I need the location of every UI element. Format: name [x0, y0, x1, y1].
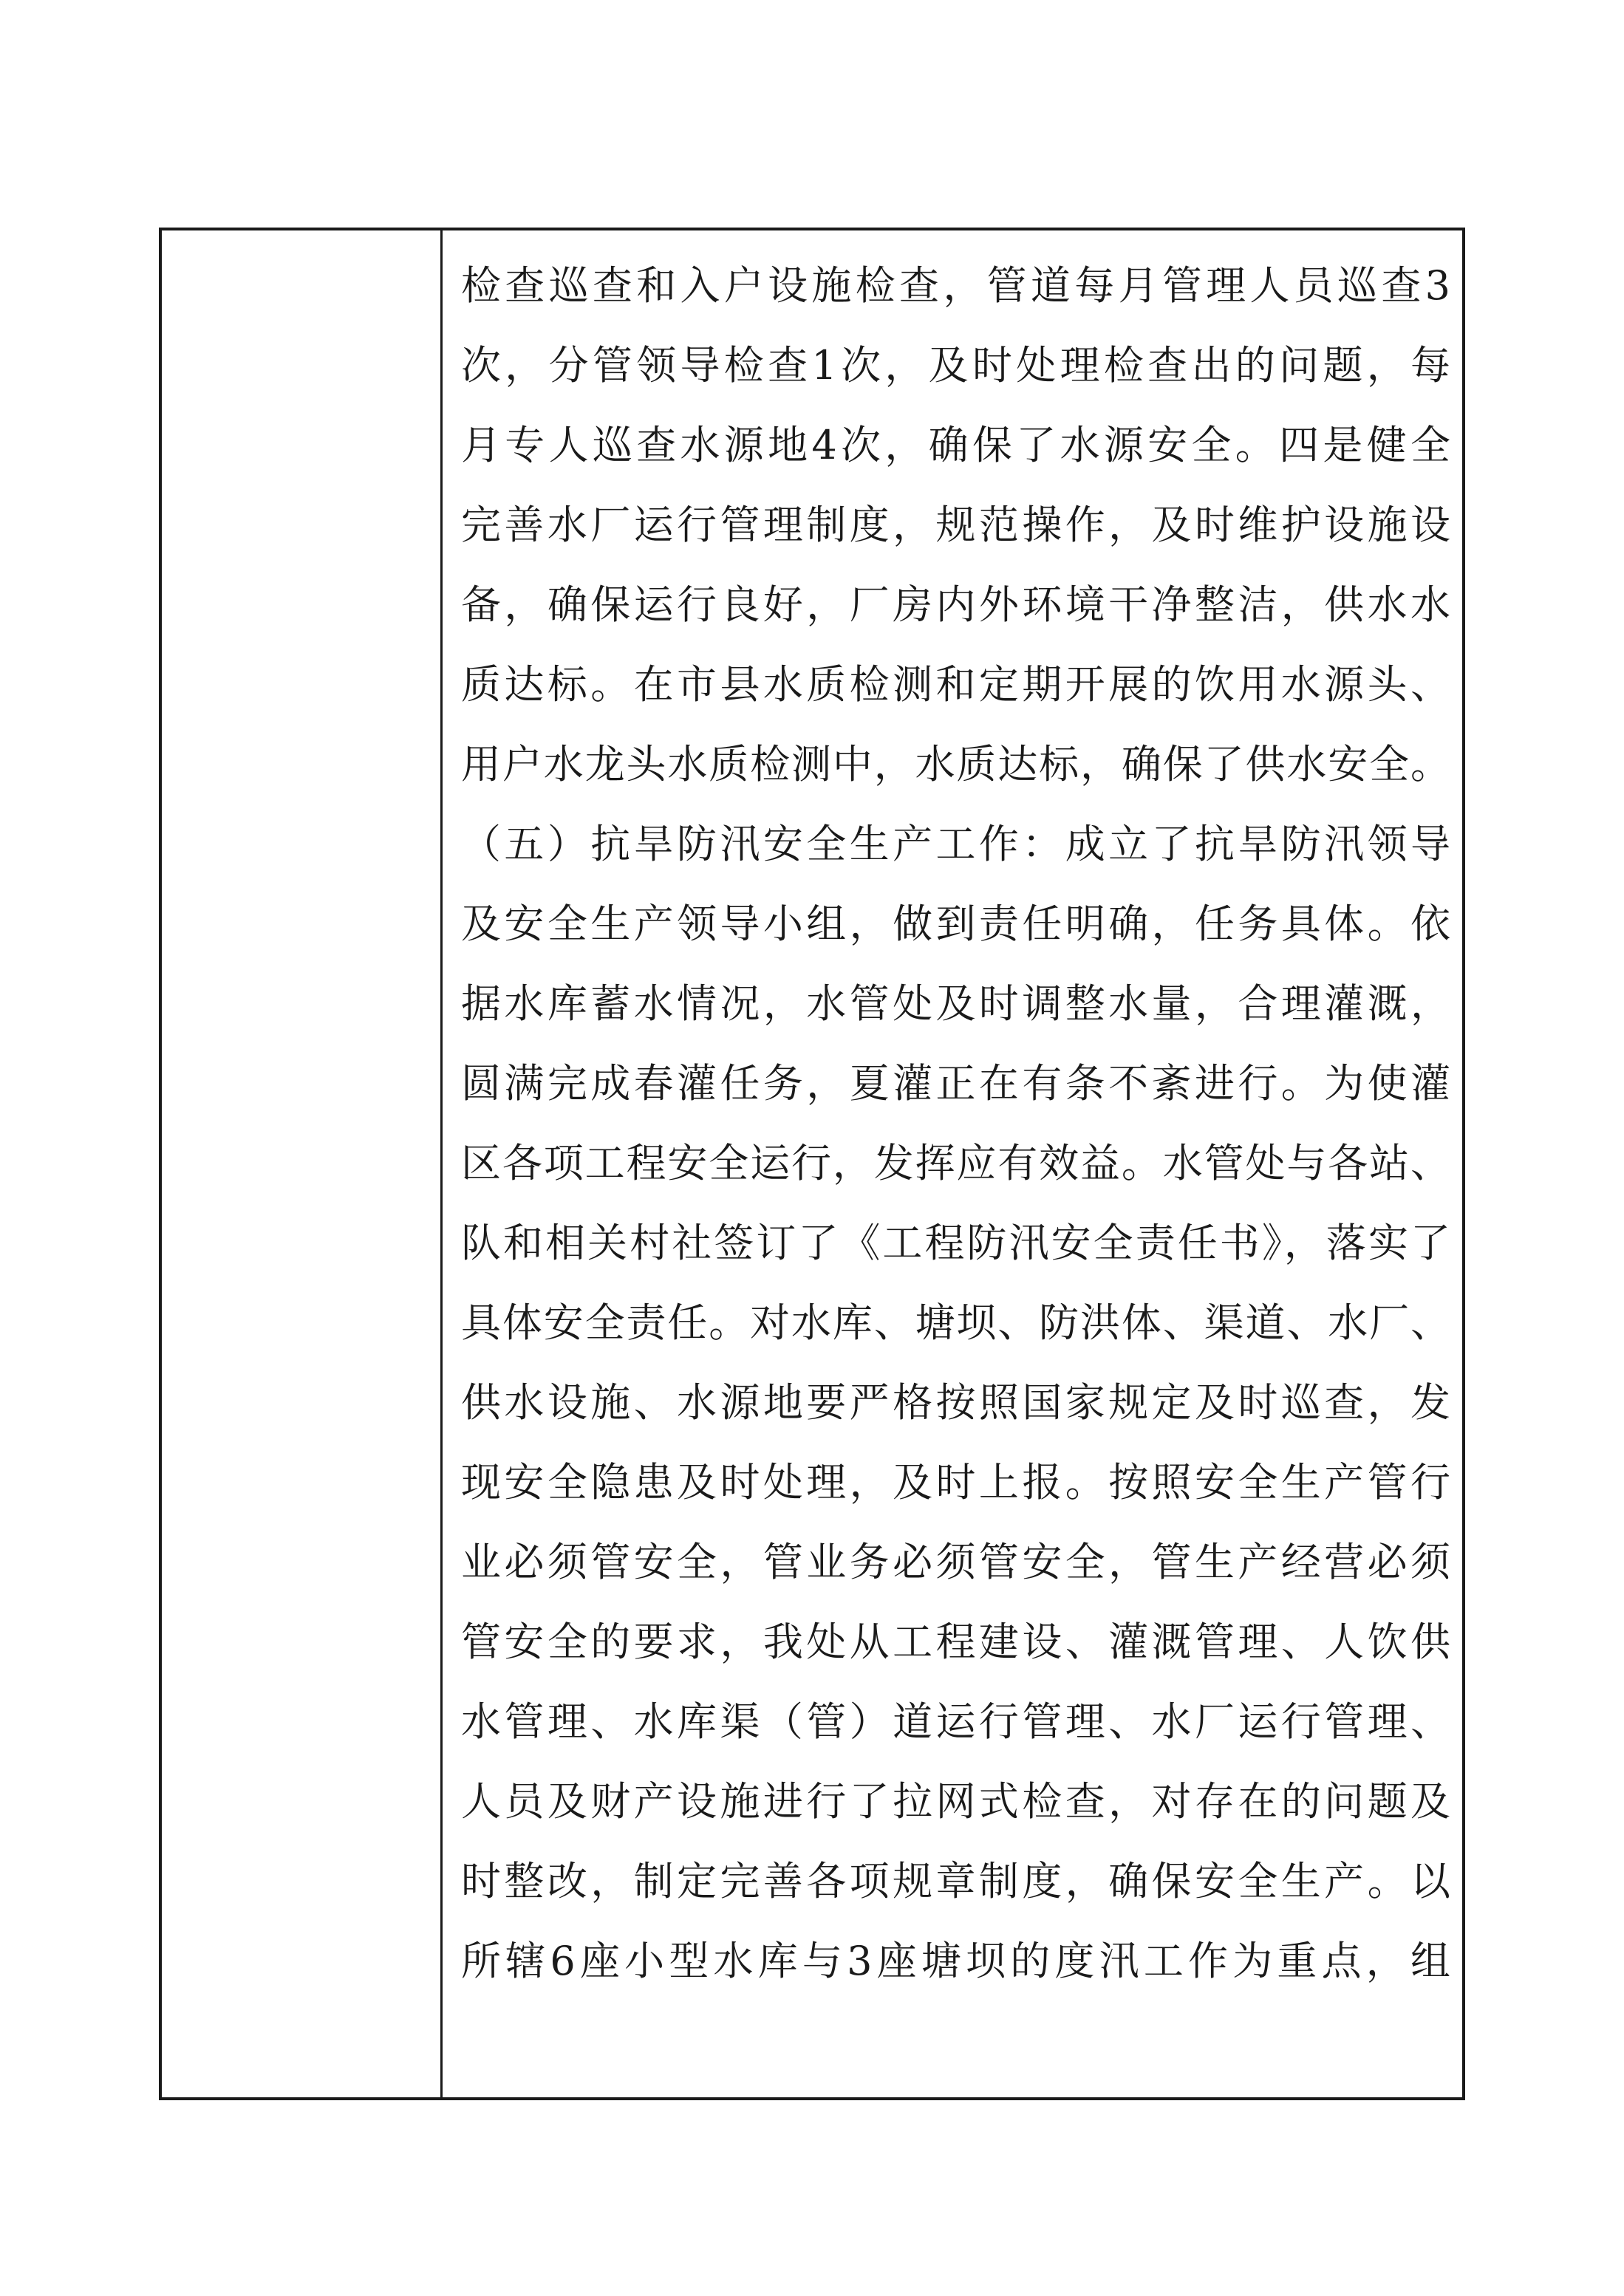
text-line: 时整改，制定完善各项规章制度，确保安全生产。以 [461, 1858, 1451, 1904]
text-line: 次，分管领导检查1次，及时处理检查出的问题，每 [461, 342, 1451, 389]
table-content-cell [443, 230, 1462, 2097]
text-line: （五）抗旱防汛安全生产工作：成立了抗旱防汛领导 [461, 821, 1451, 867]
text-line: 用户水龙头水质检测中，水质达标，确保了供水安全。 [461, 741, 1451, 787]
text-line: 备，确保运行良好，厂房内外环境干净整洁，供水水 [461, 581, 1451, 628]
text-line: 完善水厂运行管理制度，规范操作，及时维护设施设 [461, 502, 1451, 548]
text-line: 水管理、水库渠（管）道运行管理、水厂运行管理、 [461, 1698, 1451, 1745]
table-label-cell [162, 230, 443, 2097]
text-line: 人员及财产设施进行了拉网式检查，对存在的问题及 [461, 1778, 1451, 1825]
document-table [159, 228, 1465, 2100]
text-line: 区各项工程安全运行，发挥应有效益。水管处与各站、 [461, 1140, 1451, 1186]
text-line: 检查巡查和入户设施检查，管道每月管理人员巡查3 [461, 262, 1451, 309]
text-line: 圆满完成春灌任务，夏灌正在有条不紊进行。为使灌 [461, 1060, 1451, 1107]
text-line: 队和相关村社签订了《工程防汛安全责任书》，落实了 [461, 1220, 1451, 1266]
text-line: 管安全的要求，我处从工程建设、灌溉管理、人饮供 [461, 1619, 1451, 1665]
text-line: 具体安全责任。对水库、塘坝、防洪体、渠道、水厂、 [461, 1299, 1451, 1346]
text-line: 及安全生产领导小组，做到责任明确，任务具体。依 [461, 901, 1451, 947]
text-line: 业必须管安全，管业务必须管安全，管生产经营必须 [461, 1539, 1451, 1585]
text-line: 据水库蓄水情况，水管处及时调整水量，合理灌溉， [461, 980, 1451, 1027]
text-line: 所辖6座小型水库与3座塘坝的度汛工作为重点，组 [461, 1938, 1451, 1984]
text-line: 质达标。在市县水质检测和定期开展的饮用水源头、 [461, 661, 1451, 708]
text-line: 供水设施、水源地要严格按照国家规定及时巡查，发 [461, 1379, 1451, 1426]
text-line: 月专人巡查水源地4次，确保了水源安全。四是健全 [461, 422, 1451, 468]
text-line: 现安全隐患及时处理，及时上报。按照安全生产管行 [461, 1459, 1451, 1506]
